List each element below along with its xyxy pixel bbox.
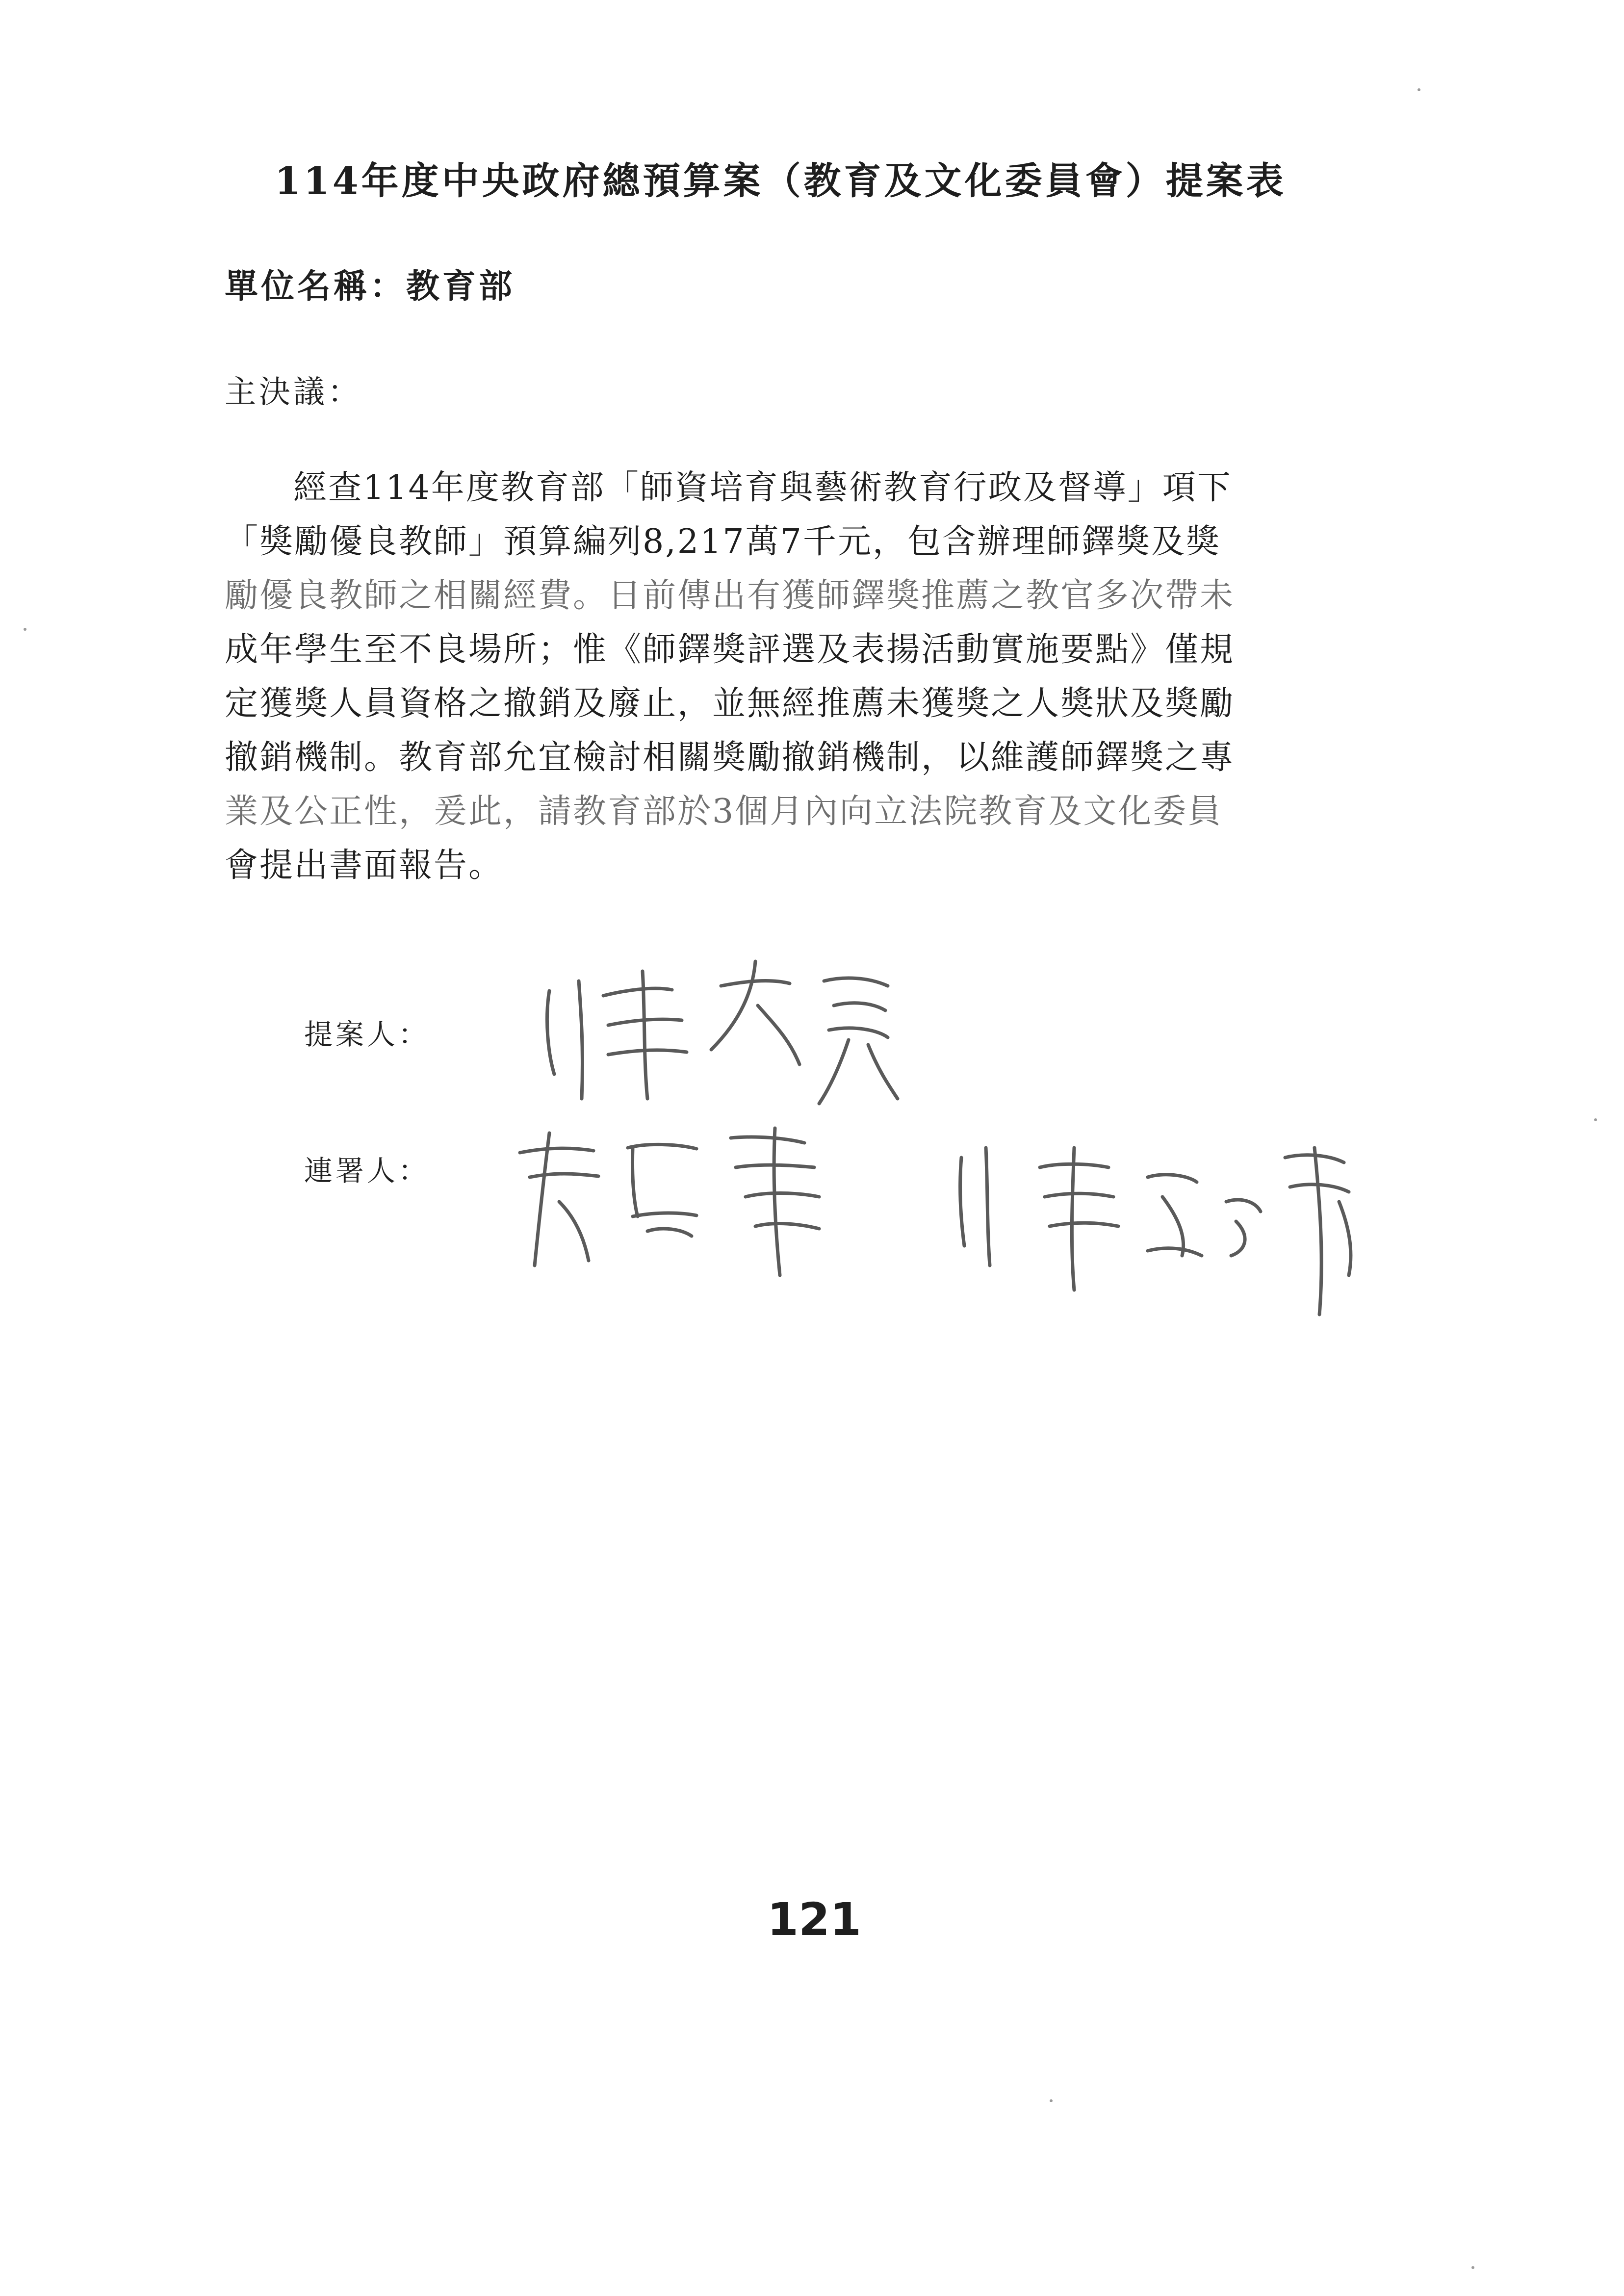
body-line: 成年學生至不良場所；惟《師鐸獎評選及表揚活動實施要點》僅規 <box>225 630 1235 669</box>
resolution-heading: 主決議： <box>225 374 362 411</box>
cosigner-label: 連署人： <box>304 1154 430 1187</box>
proposer-signature <box>535 952 907 1113</box>
scan-speck <box>1418 88 1420 91</box>
scan-speck <box>1050 2099 1053 2102</box>
cosigner-signature-2 <box>932 1128 1373 1324</box>
resolution-body <box>225 461 1348 893</box>
scan-speck <box>1594 1118 1597 1121</box>
body-line: 勵優良教師之相關經費。日前傳出有獲師鐸獎推薦之教官多次帶未 <box>225 576 1235 615</box>
scan-speck <box>24 628 26 631</box>
body-line: 撤銷機制。教育部允宜檢討相關獎勵撤銷機制，以維護師鐸獎之專 <box>225 738 1235 777</box>
unit-name: 單位名稱：教育部 <box>225 267 516 306</box>
body-line: 業及公正性，爰此，請教育部於3個月內向立法院教育及文化委員 <box>225 792 1223 831</box>
body-line: 經查114年度教育部「師資培育與藝術教育行政及督導」項下 <box>293 468 1232 507</box>
cosigner-signature-1 <box>500 1118 853 1285</box>
body-line: 「獎勵優良教師」預算編列8,217萬7千元，包含辦理師鐸獎及獎 <box>225 522 1221 561</box>
document-title: 114年度中央政府總預算案（教育及文化委員會）提案表 <box>275 159 1287 203</box>
body-line: 定獲獎人員資格之撤銷及廢止，並無經推薦未獲獎之人獎狀及獎勵 <box>225 684 1235 723</box>
scan-speck <box>1471 2266 1474 2269</box>
body-line: 會提出書面報告。 <box>225 846 504 885</box>
page-number: 121 <box>767 1893 862 1946</box>
proposer-label: 提案人： <box>304 1018 430 1051</box>
